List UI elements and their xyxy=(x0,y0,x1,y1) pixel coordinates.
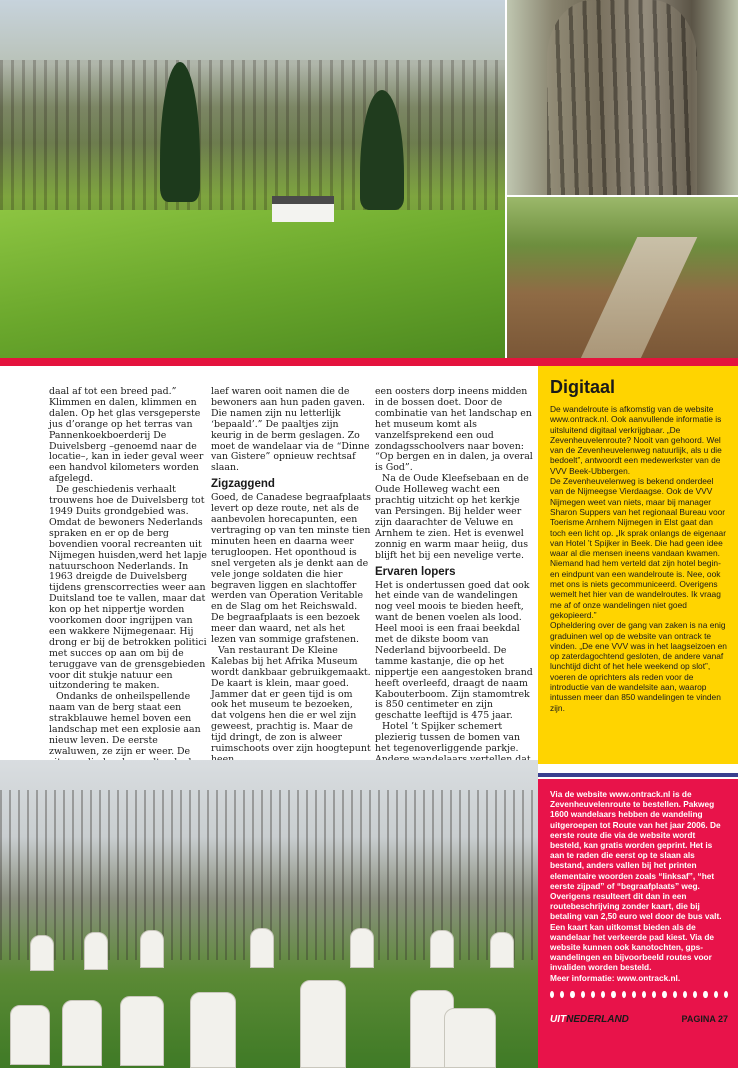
brand-rest: NEDERLAND xyxy=(566,1014,629,1025)
gravestone xyxy=(10,1005,50,1065)
article-paragraph: Hotel ’t Spijker schemert plezierig tussen de bomen van het tegenoverliggende parkje. xyxy=(375,721,521,755)
forest-stream-photo xyxy=(507,197,738,358)
stream-path xyxy=(577,237,698,358)
brand-uit: UIT xyxy=(550,1014,567,1025)
dot-icon xyxy=(632,991,636,998)
article-paragraph: De geschiedenis verhaalt trouwens hoe de Duivelsberg tot 1949 Duits grondgebied was. Omdat de bewoners Nederlands spraken en er op de berg bovendien vooral recreanten uit Nijmegen huisden,werd het lapje natuurschoon Nederlands. In 1963 dreigde de Duivelsberg tijdens grenscorrecties weer aan Duitsland toe te vallen, maar dat kon op het nippertje worden voorkomen door ingrijpen van een wakkere Nijmegenaar. Hij drong er bij de betrokken politici met succes op aan om bij de teruggave van de grensgebieden voor dit stukje natuur een uitzondering te maken. xyxy=(49,484,207,692)
sidebar-paragraph: De Zevenheuvelenweg is bekend onderdeel van de Nijmeegse Vierdaagse. Ook de VVV Nijmegen weet van niets, maar bij manager Sharon Suppers van het regionaal Bureau voor Toerisme Arnhem Nijmegen in Elst gaat dan toch een licht op. „Ik sprak onlangs de eigenaar van Hotel ’t Spijker in Beek. Die had geen idee waar al die mensen ineens vandaan kwamen. Niemand had hem verteld dat zijn hotel begin- en eindpunt van een wandelroute is. Nee, ook met ons is niets gecommuniceerd. Overigens wemelt het hier van de wandelroutes. Ik vraag me af of onze wandelingen niet goed gekopieerd.” xyxy=(550,476,726,620)
info-text: Via de website www.ontrack.nl is de Zevenheuvelenroute te bestellen. Pakweg 1600 wandelaars hebben de wandeling uitgeroepen tot Route van het jaar 2006. De eerste route die via de website wordt besteld, kan gratis worden geprint. Het is aan te raden die eerst op te slaan als bestand, anders vallen bij het printen elementaire woorden zoals “linksaf”, “het eerste zijpad” of “begraafplaats” weg. Overigens resulteert dit dan in een routebeschrijving zonder kaart, die bij betaling van 2,50 euro wel door de bus valt. Een kaart kan uitkomst bieden als de wandelaar het verkeerde pad kiest. Via de website kunnen ook kanotochten, gps-wandelingen en bijvoorbeeld routes voor invaliden worden besteld. xyxy=(550,789,722,973)
info-box xyxy=(538,779,738,1068)
dot-row xyxy=(550,991,728,998)
blue-divider xyxy=(538,773,738,777)
dot-icon xyxy=(550,991,554,998)
forest-treeline xyxy=(0,60,505,220)
tree-bark xyxy=(547,0,697,195)
article-paragraph: een oosters dorp ineens midden in de bossen doet. Door de combinatie van het landschap en het museum komt als vanzelfsprekend een oud zondagsschoolvers naar boven: “Op bergen en in dalen, ja overal is God”. xyxy=(375,386,533,474)
white-house xyxy=(272,196,334,222)
dot-icon xyxy=(703,991,707,998)
dot-icon xyxy=(652,991,656,998)
article-paragraph: Goed, de Canadese begraafplaats levert op deze route, net als de aanbevolen horecapunten, een vertraging op van ten minste tien minuten heen en daarna weer terugloopen. Het oponthoud is snel vergeten als je denkt aan de vele jonge soldaten die hier begraven liggen en slachtoffer werden van Operation Veritable en de Slag om het Reichswald. De begraafplaats is een bezoek meer dan waard, net als het lezen van sommige grafstenen. xyxy=(211,492,371,646)
gravestone xyxy=(490,932,514,968)
dot-icon xyxy=(642,991,646,998)
gravestone xyxy=(140,930,164,968)
dot-icon xyxy=(581,991,585,998)
sidebar-paragraph: Opheldering over de gang van zaken is na enig graduinen wel op de website van ontrack te vinden. „De ene VVV was in het laagseizoen en op zaterdagochtend gesloten, de andere vanaf lunchtijd dicht of het hele weekend op slot”, voeren de oprichters als reden voor de introductie van de wandelsite aan, waarop intussen meer dan 850 wandelingen te vinden zijn. xyxy=(550,620,727,713)
gravestone xyxy=(250,928,274,968)
gravestone xyxy=(430,930,454,968)
section-heading: Zigzaggend xyxy=(211,478,275,491)
gravestone xyxy=(350,928,374,968)
sidebar-box xyxy=(538,366,738,764)
tree-trunk-photo xyxy=(507,0,738,195)
footer-row xyxy=(550,1014,728,1025)
dot-icon xyxy=(683,991,687,998)
dot-icon xyxy=(662,991,666,998)
dot-icon xyxy=(591,991,595,998)
dot-icon xyxy=(673,991,677,998)
green-field xyxy=(0,210,505,358)
gravestone xyxy=(300,980,346,1068)
gravestone xyxy=(120,996,164,1066)
article-paragraph: Het is ondertussen goed dat ook het einde van de wandelingen nog veel moois te bieden heeft, want de benen voelen als lood. Heel mooi is een fraai beekdal met de dikste boom van Nederland bijvoorbeeld. De tamme kastanje, die op het nippertje een aangestoken brand heeft overleefd, draagt de naam Kabouterboom. Zijn stamomtrek is 850 centimeter en zijn geschatte leeftijd is 475 jaar. xyxy=(375,579,533,722)
article-paragraph: daal af tot een breed pad.” Klimmen en dalen, klimmen en dalen. Op het glas versgeperste jus d’orange op het terras van Pannenkoekboerderij De Duivelsberg –genoemd naar de locatie–, kan in ieder geval weer een handvol kilometers worden afgelegd. xyxy=(49,386,204,485)
dot-icon xyxy=(570,991,574,998)
gravestone xyxy=(62,1000,102,1066)
dot-icon xyxy=(724,991,728,998)
sidebar-title: Digitaal xyxy=(550,377,616,397)
landscape-photo xyxy=(0,0,505,358)
sidebar-paragraph: De wandelroute is afkomstig van de website www.ontrack.nl. Ook aanvullende informatie is uitsluitend digitaal verkrijgbaar. „De Zevenheuvelenroute? Nooit van gehoord. Wel van de Zevenheuvelenweg natuurlijk, als u die bedoelt”, antwoordt een medewerkster van de VVV Beek-Ubbergen. xyxy=(550,404,722,476)
dot-icon xyxy=(622,991,626,998)
info-more: Meer informatie: www.ontrack.nl. xyxy=(550,972,681,983)
gravestone xyxy=(30,935,54,971)
dot-icon xyxy=(714,991,718,998)
gravestone xyxy=(190,992,236,1068)
red-divider xyxy=(0,358,738,366)
gravestone xyxy=(444,1008,496,1068)
war-cemetery-photo xyxy=(0,760,538,1068)
article-paragraph: laef waren ooit namen die de bewoners aan hun paden gaven. Die namen zijn nu letterlijk ‘bepaald’.” De paaltjes zijn keurig in de berm geslagen. Zo moet de wandelaar via de “Dinne van Gistere” opnieuw rechtsaf slaan. xyxy=(211,386,370,474)
dot-icon xyxy=(693,991,697,998)
dot-icon xyxy=(601,991,605,998)
page-number: PAGINA 27 xyxy=(681,1014,728,1024)
article-paragraph: Van restaurant De Kleine Kalebas bij het Afrika Museum wordt dankbaar gebruikgemaakt. De kaart is klein, maar goed. Jammer dat er geen tijd is om ook het museum te bezoeken, dat volgens hen die er wel zijn geweest, prachtig is. Maar de tijd dringt, de zon is alweer ruimschoots over zijn hoogtepunt xyxy=(211,644,371,755)
dot-icon xyxy=(560,991,564,998)
article-paragraph: Na de Oude Kleefsebaan en de Oude Holleweg wacht een prachtig uitzicht op het kerkje van Persingen. Bij helder weer zijn daarachter de Veluwe en Arnhem te zien. Het is evenwel zonnig en warm maar heiig, dus blijft het bij een nevelige verte. xyxy=(375,473,529,561)
brand-logo xyxy=(550,1014,629,1025)
gravestone xyxy=(84,932,108,970)
section-heading: Ervaren lopers xyxy=(375,565,456,578)
article-paragraph: Ondanks de onheilspellende naam van de berg staat een strakblauwe hemel boven een landschap met een explosie aan nieuw leven. De eerste zwaluwen, ze zijn er weer. De xyxy=(49,691,201,757)
dot-icon xyxy=(611,991,615,998)
